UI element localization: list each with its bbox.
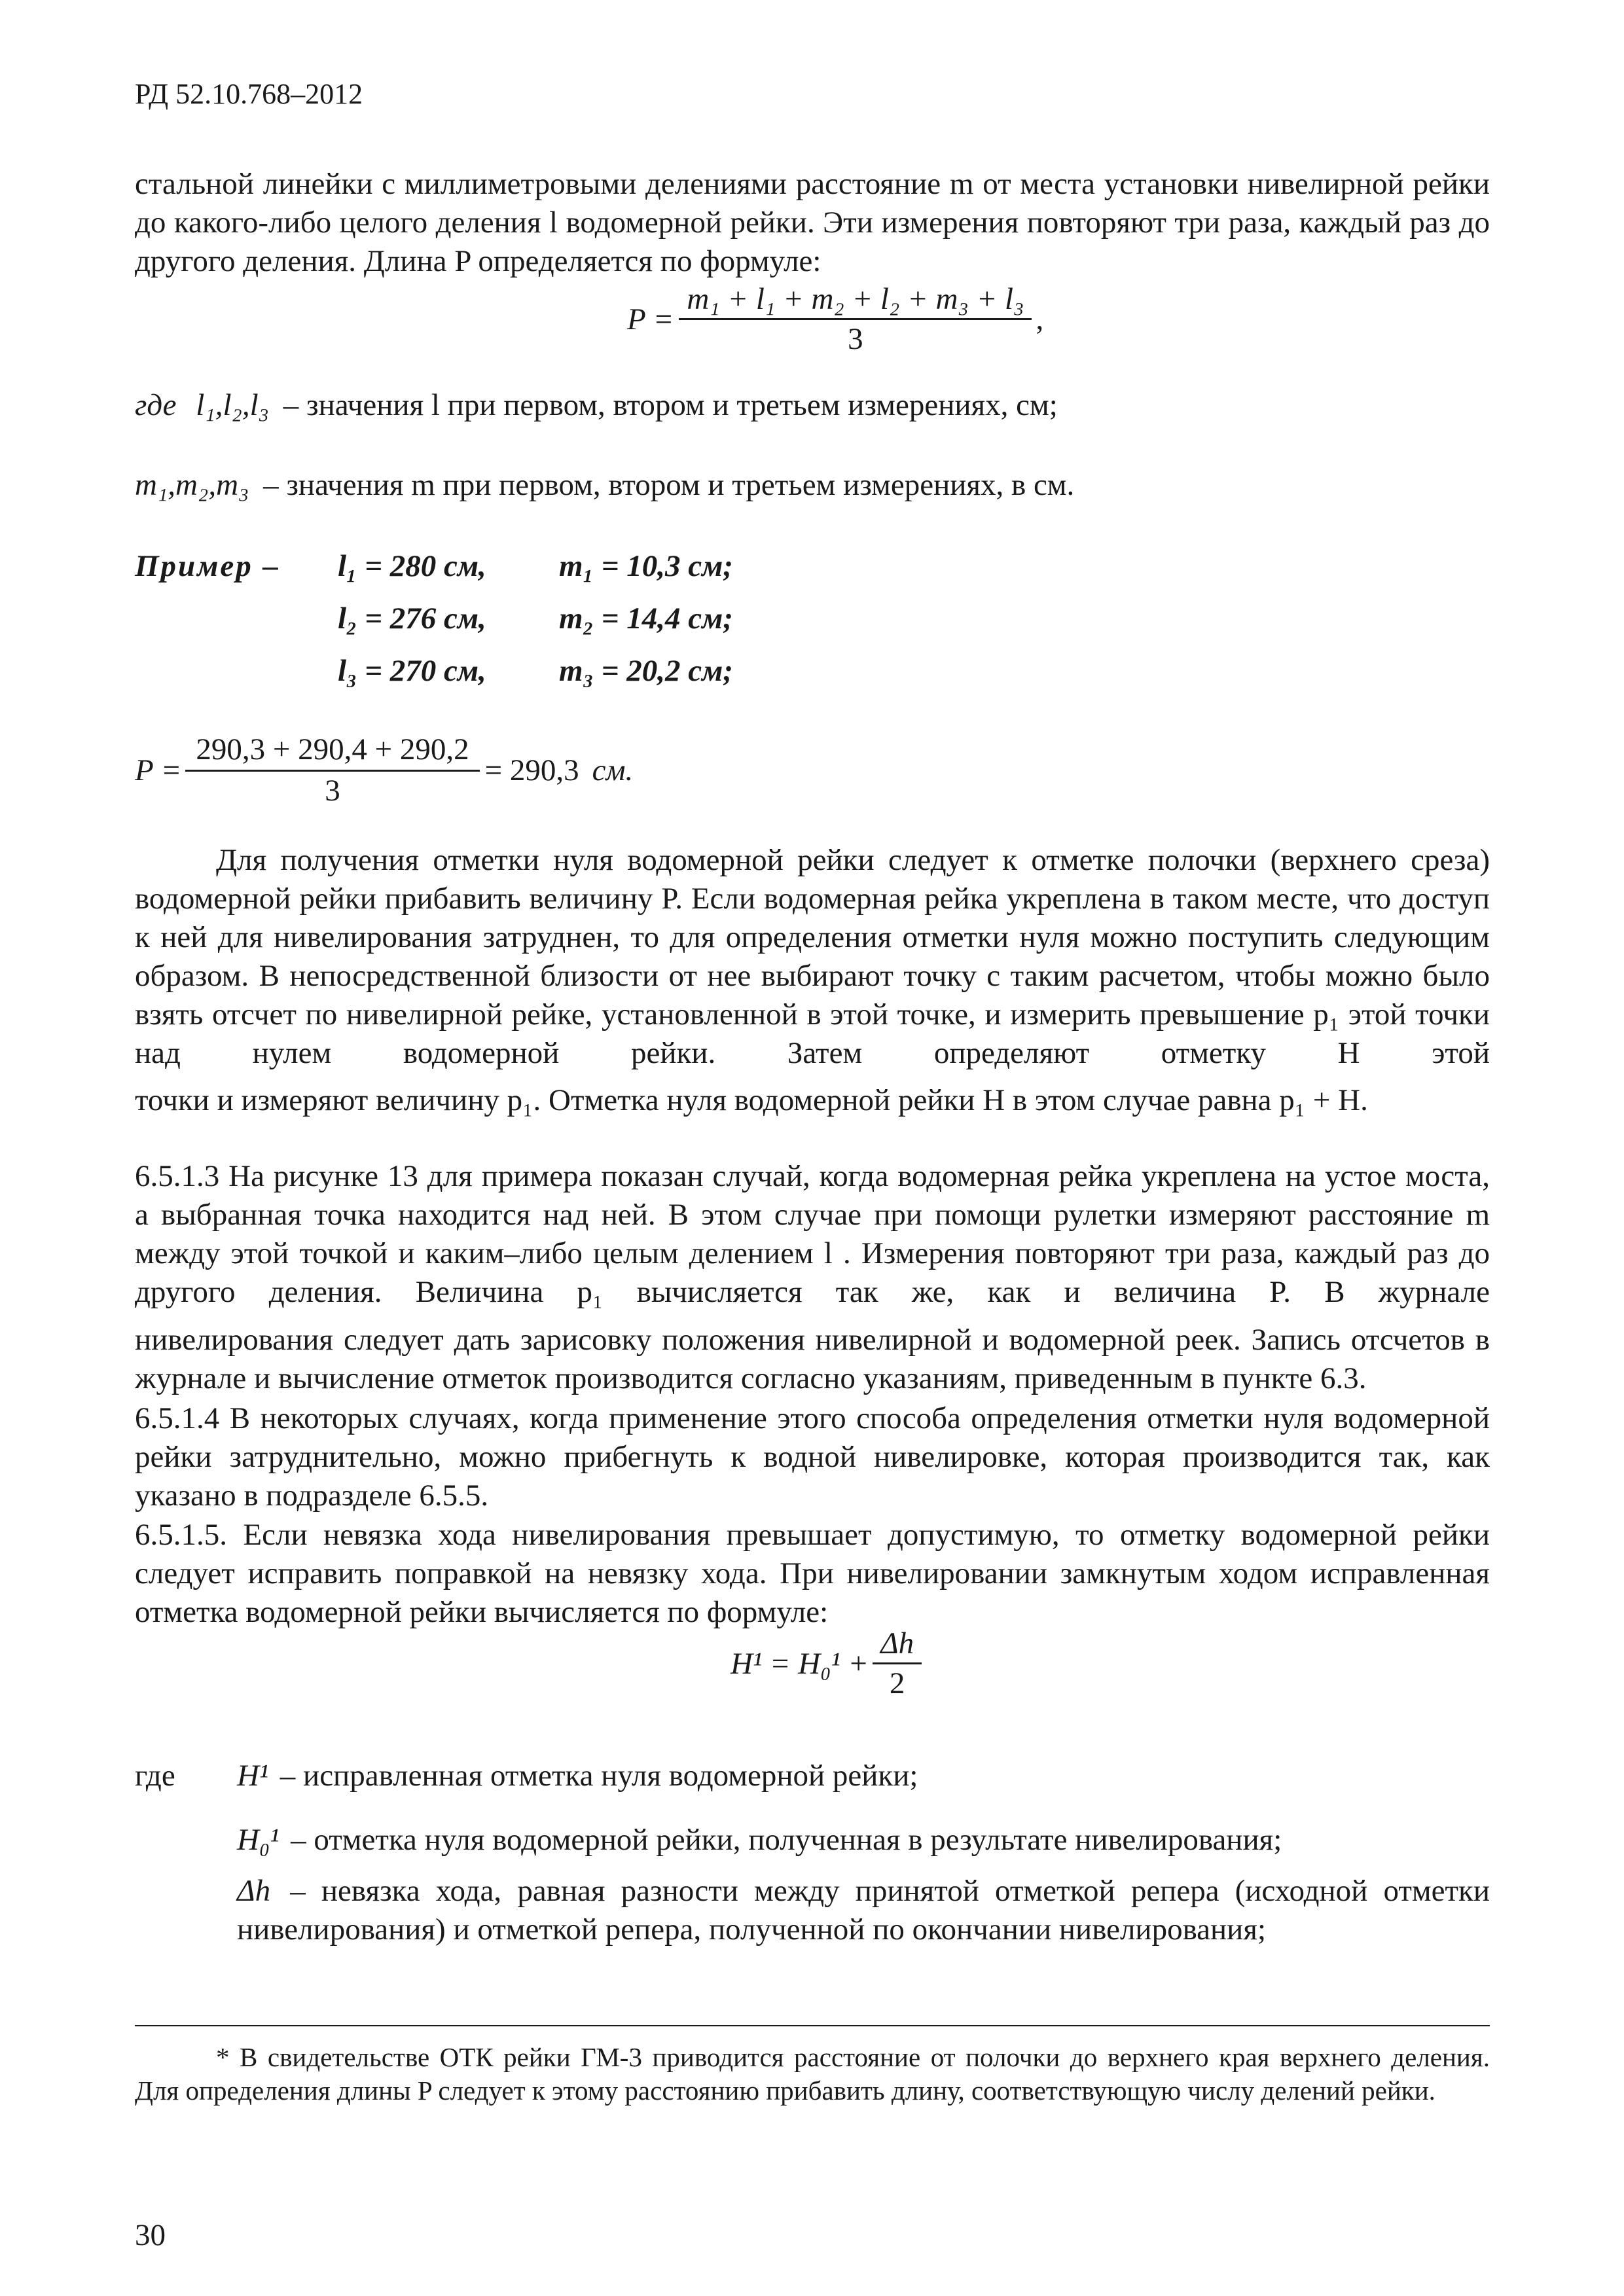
formula-h-denominator: 2 (889, 1666, 905, 1700)
definition-h1-symbol: H¹ (237, 1759, 269, 1793)
definition-h0-text: – отметка нуля водомерной рейки, полученная в результате нивелирования; (291, 1823, 1282, 1857)
footnote-divider (135, 2025, 1490, 2026)
formula-p-denominator: 3 (848, 322, 863, 356)
definition-delta-h-symbol: Δh (237, 1874, 271, 1908)
definition-m (135, 466, 1490, 505)
paragraph-6-5-1-5: 6.5.1.5. Если невязка хода нивелирования превышает допустимую, то отметку водомерной рейки следует исправить поправкой на невязку хода. При нивелировании замкнутым ходом исправленная отметка водомерной рейки вычисляется по формуле: (135, 1518, 1490, 1629)
example-row-3-m: m₃ = 20,2 см; (559, 654, 733, 688)
example-row-2-l: l₂ = 276 см, (338, 601, 486, 636)
example-label: Пример – (135, 549, 281, 583)
footnote-text: * В свидетельстве ОТК рейки ГМ-3 приводится расстояние от полочки до верхнего края верхнего деления. Для определения длины P следует к этому расстоянию прибавить длину, соответствующую числу делений рейки. (135, 2042, 1490, 2106)
example-row-1-m: m₁ = 10,3 см; (559, 549, 733, 583)
definition-l-symbols: l₁,l₂,l₃ (196, 388, 269, 422)
formula-p-fraction (679, 281, 1032, 357)
formula-result-lhs: P = (135, 753, 182, 787)
formula-result-fraction (185, 732, 479, 808)
formula-p (627, 281, 1043, 357)
formula-h (731, 1626, 922, 1701)
definition-m-text: – значения m при первом, втором и третьем измерениях, в см. (263, 468, 1075, 502)
definition-l-text: – значения l при первом, втором и третьем измерениях, см; (283, 388, 1058, 422)
document-code-header: РД 52.10.768–2012 (135, 78, 363, 110)
example-row-3-l: l₃ = 270 см, (338, 654, 486, 688)
definition-delta-h-text: – невязка хода, равная разности между принятой отметкой репера (исходной отметки нивелирования) и отметкой репера, полученной по окончании нивелирования; (237, 1874, 1490, 1946)
paragraph-6-5-1-3-tail: нивелирования следует дать зарисовку положения нивелирной и водомерной реек. Запись отсчетов в журнале и вычисление отметок производится согласно указаниям, приведенным в пункте 6.3. (135, 1323, 1490, 1395)
formula-p-numerator: m₁ + l₁ + m₂ + l₂ + m₃ + l₃ (679, 281, 1032, 320)
definitions-lead: где (135, 1759, 175, 1793)
definition-l-lead: где (135, 388, 177, 422)
formula-result-numerator: 290,3 + 290,4 + 290,2 (185, 732, 479, 772)
formula-result-rhs: = 290,3 (484, 753, 579, 787)
formula-p-lhs: P = (627, 302, 674, 336)
definition-h0 (237, 1821, 1490, 1859)
formula-h-lhs: H¹ = H₀¹ + (731, 1646, 869, 1681)
formula-result-denominator: 3 (325, 774, 340, 808)
formula-p-tail: , (1036, 302, 1044, 336)
example-row-2-m: m₂ = 14,4 см; (559, 601, 733, 636)
formula-result-unit: см. (592, 753, 634, 787)
paragraph-intro: стальной линейки с миллиметровыми делениями расстояние m от места установки нивелирной рейки до какого-либо целого деления l водомерной рейки. Эти измерения повторяют три раза, каждый раз до другого деления. Длина P определяется по формуле: (135, 167, 1490, 278)
formula-result (135, 732, 633, 808)
definition-h1-text: – исправленная отметка нуля водомерной рейки; (280, 1759, 918, 1793)
definition-h0-symbol: H₀¹ (237, 1823, 280, 1857)
definition-m-symbols: m₁,m₂,m₃ (135, 468, 249, 502)
example-row-1-l: l₁ = 280 см, (338, 549, 486, 583)
formula-h-numerator: Δh (873, 1626, 922, 1664)
definition-l (135, 386, 1490, 425)
formula-h-fraction (873, 1626, 922, 1701)
page-number: 30 (135, 2218, 166, 2252)
paragraph-6-5-1-4: 6.5.1.4 В некоторых случаях, когда применение этого способа определения отметки нуля водомерной рейки затруднительно, можно прибегнуть к водной нивелировке, которая производится так, как указано в подразделе 6.5.5. (135, 1401, 1490, 1513)
paragraph-zero-mark: Для получения отметки нуля водомерной рейки следует к отметке полочки (верхнего среза) водомерной рейки прибавить величину P. Если водомерная рейка укреплена в таком месте, что доступ к ней для нивелирования затруднен, то для определения отметки нуля можно поступить следующим образом. В непосредственной близости от нее выбирают точку с таким расчетом, чтобы можно было взять отсчет по нивелирной рейке, установленной в этой точке, и измерить превышение p₁ этой точки над нулем водомерной рейки. Затем определяют отметку H этой (135, 843, 1490, 1070)
definition-delta-h (237, 1872, 1490, 1949)
definition-h1 (237, 1757, 1490, 1795)
paragraph-zero-mark-last-line: точки и измеряют величину p₁. Отметка нуля водомерной рейки H в этом случае равна p₁ + H. (135, 1083, 1368, 1117)
paragraph-6-5-1-3: 6.5.1.3 На рисунке 13 для примера показан случай, когда водомерная рейка укреплена на устое моста, а выбранная точка находится над ней. В этом случае при помощи рулетки измеряют расстояние m между этой точкой и каким–либо целым делением l . Измерения повторяют три раза, каждый раз до другого деления. Величина p₁ вычисляется так же, как и величина P. В журнале (135, 1159, 1490, 1309)
